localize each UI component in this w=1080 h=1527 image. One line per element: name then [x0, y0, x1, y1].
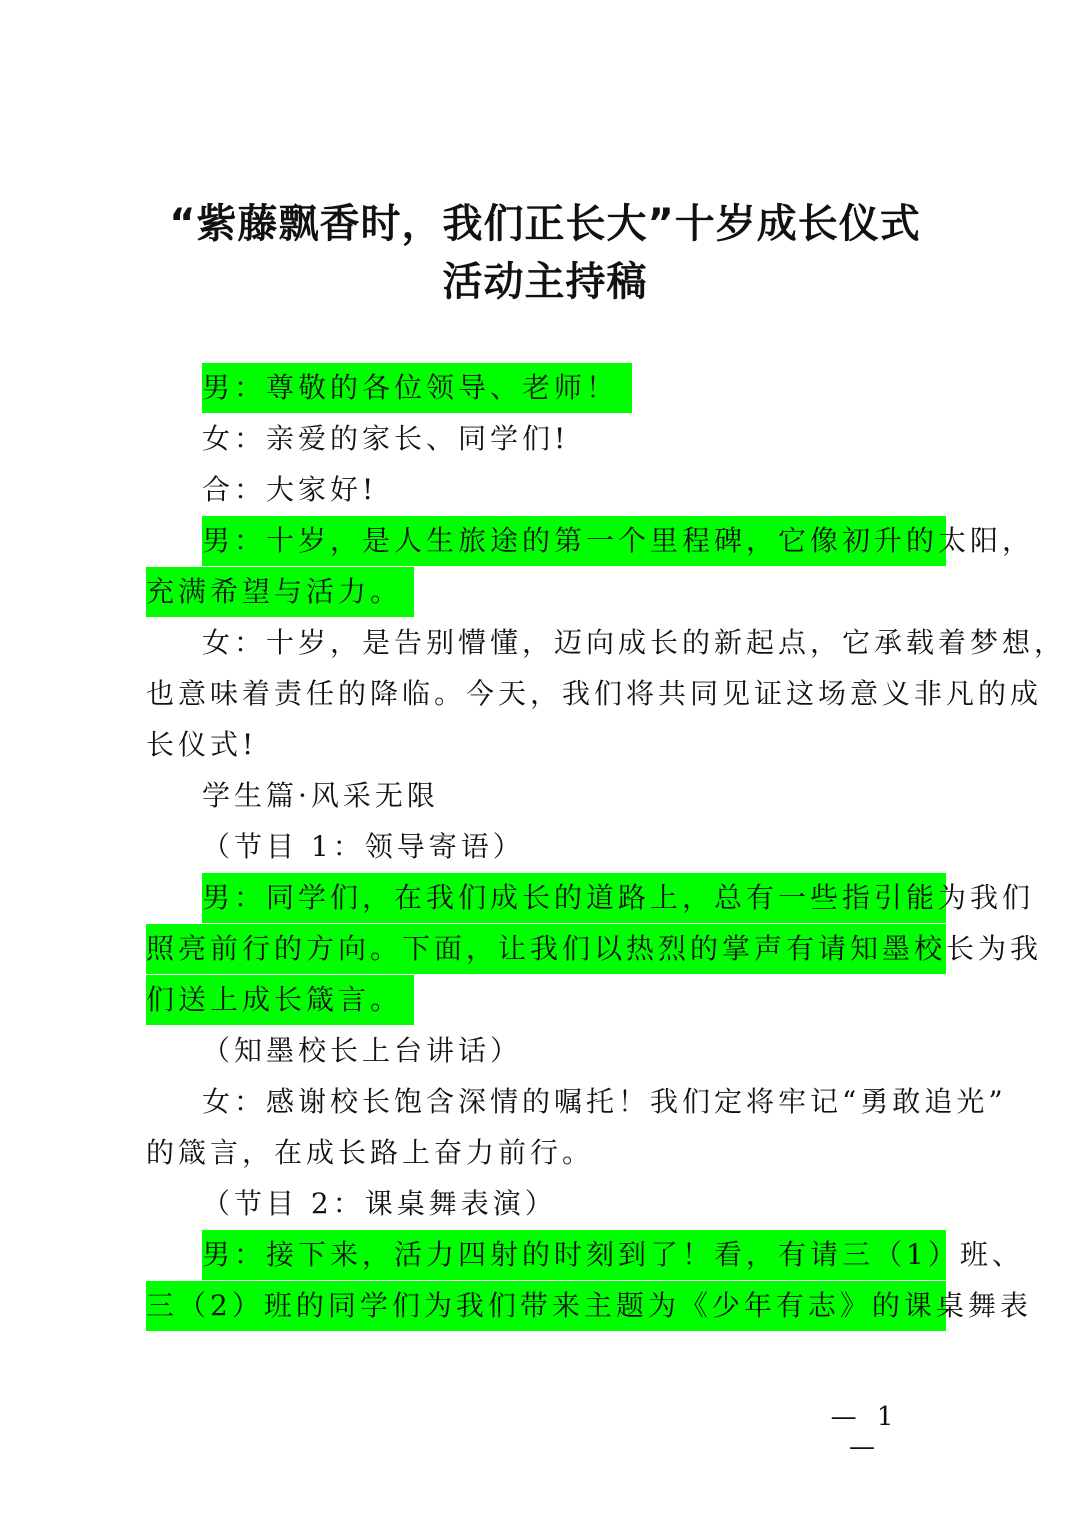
script-line-male-greeting: 男：尊敬的各位领导、老师！ [202, 363, 632, 413]
script-line-female-1b: 也意味着责任的降临。今天，我们将共同见证这场意义非凡的成 [146, 677, 1043, 710]
stage-direction-principal: （知墨校长上台讲话） [202, 1034, 523, 1067]
title-line-1: “紫藤飘香时，我们正长大”十岁成长仪式 [169, 201, 921, 247]
script-line-male-3a: 男：接下来，活力四射的时刻到了！看，有请三（1）班、 [202, 1230, 946, 1280]
script-line-male-1b: 充满希望与活力。 [146, 567, 414, 617]
script-line-male-2a: 男：同学们，在我们成长的道路上，总有一些指引能为我们 [202, 873, 946, 923]
script-line-male-1a: 男：十岁，是人生旅途的第一个里程碑，它像初升的太阳， [202, 516, 946, 566]
script-line-male-3b: 三（2）班的同学们为我们带来主题为《少年有志》的课桌舞表 [146, 1281, 946, 1331]
section-heading: 学生篇·风采无限 [202, 779, 439, 812]
script-line-female-1c: 长仪式! [146, 728, 258, 761]
script-line-female-1a: 女：十岁，是告别懵懂，迈向成长的新起点，它承载着梦想， [202, 626, 1067, 659]
page-number: — 1 — [830, 1402, 900, 1462]
script-line-female-2a: 女：感谢校长饱含深情的嘱托！我们定将牢记“勇敢追光” [202, 1085, 1007, 1118]
document-title [140, 195, 950, 311]
script-line-male-2b: 照亮前行的方向。下面，让我们以热烈的掌声有请知墨校长为我 [146, 924, 946, 974]
script-line-together: 合：大家好! [202, 473, 378, 506]
title-line-2: 活动主持稿 [442, 259, 648, 305]
script-line-female-2b: 的箴言，在成长路上奋力前行。 [146, 1136, 595, 1169]
program-2-label: （节目 2：课桌舞表演） [202, 1187, 557, 1220]
program-1-label: （节目 1：领导寄语） [202, 830, 525, 863]
script-line-female-greeting: 女：亲爱的家长、同学们! [202, 422, 570, 455]
script-line-male-2c: 们送上成长箴言。 [146, 975, 414, 1025]
